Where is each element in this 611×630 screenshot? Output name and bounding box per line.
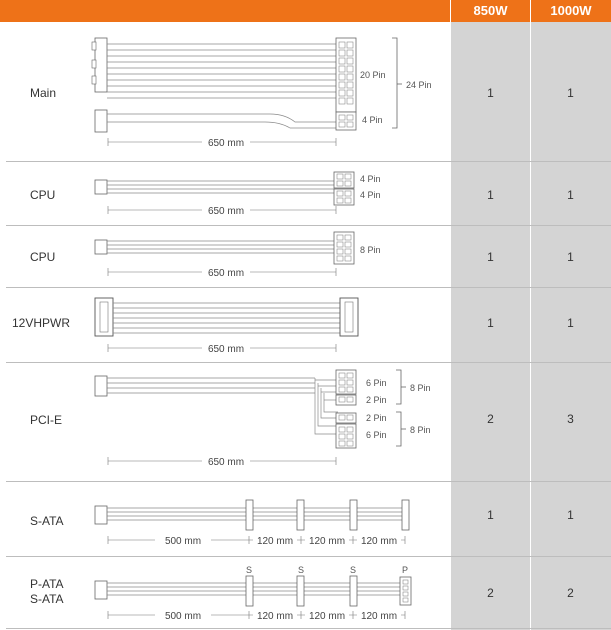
length-label: 120 mm xyxy=(308,536,346,547)
length-label: 500 mm xyxy=(164,536,202,547)
cpu-8pin-cable-diagram xyxy=(95,232,381,279)
pin-label: 24 Pin xyxy=(406,80,432,90)
pcie-cable-diagram xyxy=(95,370,431,468)
length-label: 120 mm xyxy=(360,611,398,622)
pin-label: 20 Pin xyxy=(360,70,386,80)
connector-label: S xyxy=(297,565,305,575)
sata-cable-diagram xyxy=(95,500,409,547)
pin-label: 8 Pin xyxy=(360,245,381,255)
value-850w: 1 xyxy=(487,86,494,100)
length-label: 120 mm xyxy=(308,611,346,622)
pin-label: 4 Pin xyxy=(362,115,383,125)
row-label-cpu: CPU xyxy=(30,250,56,264)
length-label: 120 mm xyxy=(256,611,294,622)
row-label-pcie: PCI-E xyxy=(30,413,63,427)
length-label: 650 mm xyxy=(207,457,245,468)
connector-label: P xyxy=(401,565,409,575)
value-1000w: 3 xyxy=(567,412,574,426)
value-850w: 1 xyxy=(487,508,494,522)
value-850w: 1 xyxy=(487,250,494,264)
pin-label: 2 Pin xyxy=(366,413,387,423)
header-850w: 850W xyxy=(473,3,508,18)
row-label-main: Main xyxy=(30,86,57,100)
value-1000w: 1 xyxy=(567,188,574,202)
value-1000w: 1 xyxy=(567,316,574,330)
value-1000w: 2 xyxy=(567,586,574,600)
pata-sata-cable-diagram xyxy=(95,565,411,622)
length-label: 120 mm xyxy=(360,536,398,547)
value-1000w: 1 xyxy=(567,86,574,100)
row-label-pata: P-ATA xyxy=(30,577,64,591)
row-label-sata: S-ATA xyxy=(30,514,64,528)
value-850w: 2 xyxy=(487,586,494,600)
value-850w: 1 xyxy=(487,316,494,330)
length-label: 650 mm xyxy=(207,344,245,355)
cpu-4plus4-cable-diagram xyxy=(95,172,381,217)
length-label: 650 mm xyxy=(207,268,245,279)
length-label: 650 mm xyxy=(207,206,245,217)
pin-label: 6 Pin xyxy=(366,430,387,440)
main-cable-diagram xyxy=(92,38,432,149)
pin-label: 4 Pin xyxy=(360,190,381,200)
12vhpwr-cable-diagram xyxy=(95,298,358,355)
row-label-sata: S-ATA xyxy=(30,592,64,606)
length-label: 500 mm xyxy=(164,611,202,622)
pin-label: 6 Pin xyxy=(366,378,387,388)
row-label-12vhpwr: 12VHPWR xyxy=(12,316,71,330)
length-label: 650 mm xyxy=(207,138,245,149)
connector-label: S xyxy=(349,565,357,575)
length-label: 120 mm xyxy=(256,536,294,547)
row-label-cpu: CPU xyxy=(30,188,56,202)
header-1000w: 1000W xyxy=(550,3,592,18)
pin-label: 8 Pin xyxy=(410,425,431,435)
value-850w: 2 xyxy=(487,412,494,426)
pin-label: 8 Pin xyxy=(410,383,431,393)
pin-label: 2 Pin xyxy=(366,395,387,405)
value-1000w: 1 xyxy=(567,508,574,522)
value-1000w: 1 xyxy=(567,250,574,264)
connector-label: S xyxy=(245,565,253,575)
value-850w: 1 xyxy=(487,188,494,202)
pin-label: 4 Pin xyxy=(360,174,381,184)
